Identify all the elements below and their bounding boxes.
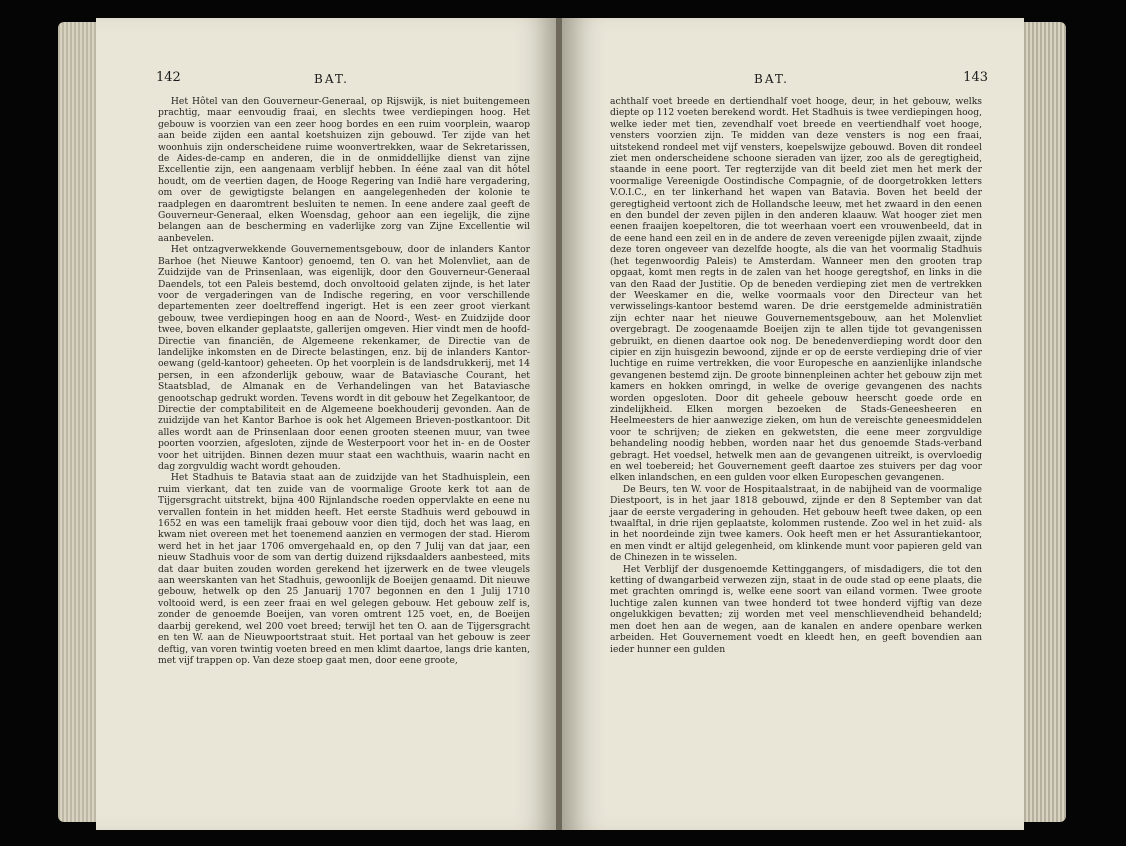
right-page-text: [610, 96, 982, 655]
paragraph: Het Stadhuis te Batavia staat aan de zuidzijde van het Stadhuisplein, een ruim vierkant, dat ten zuide van de voormalige Groote kerk tot aan de Tijgersgracht uitstrekt, bijna 400 Rijnlandsche roeden oppervlakte en eene nu vervallen fontein in het midden heeft. Het eerste Stadhuis werd gebouwd in 1652 en was een tamelijk fraai gebouw voor dien tijd, doch het was laag, en kwam niet overeen met het toenemend aanzien en vermogen der stad. Hierom werd het in het jaar 1706 omvergehaald en, op den 7 Julij van dat jaar, een nieuw Stadhuis voor de som van dertig duizend rijksdaalders aanbesteed, mits dat daar buiten zouden worden gerekend het ijzerwerk en de twee vleugels aan weerskanten van het Stadhuis, gewoonlijk de Boeijen genaamd. Dit nieuwe gebouw, hetwelk op den 25 Januarij 1707 begonnen en den 1 Julij 1710 voltooid werd, is een zeer fraai en wel gelegen gebouw. Het gebouw zelf is, zonder de genoemde Boeijen, van voren omtrent 125 voet, en, de Boeijen daarbij gerekend, wel 200 voet breed; terwijl het ten O. aan de Tijgersgracht en ten W. aan de Nieuwpoortstraat stuit. Het portaal van het gebouw is zeer deftig, van voren twintig voeten breed en men klimt daartoe, langs drie kanten, met vijf trappen op. Van deze stoep gaat men, door eene groote,: [158, 472, 530, 666]
left-page-number: 142: [156, 70, 181, 85]
paragraph: De Beurs, ten W. voor de Hospitaalstraat, in de nabijheid van de voormalige Diestpoort, is in het jaar 1818 gebouwd, zijnde er den 8 September van dat jaar de eerste vergadering in gehouden. Het gebouw heeft twee daken, op een twaalftal, in drie rijen geplaatste, kolommen rustende. Zoo wel in het zuid- als in het noordeinde zijn twee kamers. Ook heeft men er het Assurantiekantoor, en men vindt er altijd gelegenheid, om klinkende munt voor papieren geld van de Chinezen in te wisselen.: [610, 483, 982, 564]
right-running-header: BAT.: [754, 72, 789, 86]
left-page-edges: [58, 22, 98, 822]
open-book: [58, 18, 1066, 830]
right-page: [562, 18, 1024, 830]
paragraph: Het Hôtel van den Gouverneur-Generaal, op Rijswijk, is niet buitengemeen prachtig, maar eenvoudig fraai, en slechts twee verdiepingen hoog. Het gebouw is voorzien van een zeer hoog bordes en een ruim voorplein, waarop aan beide zijden een aantal koetshuizen zijn gebouwd. Ter zijde van het woonhuis zijn onderscheidene ruime woonvertrekken, waar de Sekretarissen, de Aides-de-camp en anderen, die in de onmiddellijke dienst van zijne Excellentie zijn, een aangenaam verblijf hebben. In ééne zaal van dit hôtel houdt, om de veertien dagen, de Hooge Regering van Indië hare vergadering, om over de gewigtigste belangen en aangelegenheden der kolonie te raadplegen en daaromtrent besluiten te nemen. In eene andere zaal geeft de Gouverneur-Generaal, elken Woensdag, gehoor aan een iegelijk, die zijne belangen aan de bescherming en vaderlijke zorg van Zijne Excellentie wil aanbevelen.: [158, 96, 530, 244]
paragraph: Het ontzagverwekkende Gouvernementsgebouw, door de inlanders Kantor Barhoe (het Nieuwe Kantoor) genoemd, ten O. van het Molenvliet, aan de Zuidzijde van de Prinsenlaan, was eigenlijk, door den Gouverneur-Generaal Daendels, tot een Paleis bestemd, doch onvoltooid gelaten zijnde, is het later voor de vergaderingen van de Indische regering, en voor verschillende departementen zeer doeltreffend ingerigt. Het is een zeer groot vierkant gebouw, twee verdiepingen hoog en aan de Noord-, West- en Zuidzijde door twee, boven elkander geplaatste, gallerijen omgeven. Hier vindt men de hoofd-Directie van financiën, de Algemeene rekenkamer, de Directie van de landelijke inkomsten en de Directe belastingen, enz. bij de inlanders Kantor-oewang (geld-kantoor) geheeten. Op het voorplein is de landsdrukkerij, met 14 persen, in een afzonderlijk gebouw, waar de Bataviasche Courant, het Staatsblad, de Almanak en de Verhandelingen van het Bataviasche genootschap gedrukt worden. Tevens wordt in dit gebouw het Zegelkantoor, de Directie der comptabiliteit en de Algemeene boekhouderij gevonden. Aan de zuidzijde van het Kantor Barhoe is ook het Algemeen Brieven-postkantoor. Dit alles wordt aan de Prinsenlaan door eenen grooten steenen muur, van twee poorten voorzien, afgesloten, zijnde de Westerpoort voor het in- en de Ooster voor het uitrijden. Binnen dezen muur staat een wachthuis, waarin nacht en dag zorgvuldig wacht wordt gehouden.: [158, 244, 530, 472]
paragraph: achthalf voet breede en dertiendhalf voet hooge, deur, in het gebouw, welks diepte op 112 voeten berekend wordt. Het Stadhuis is twee verdiepingen hoog, welke ieder met tien, zevendhalf voet breede en veertiendhalf voet hooge, vensters voorzien zijn. Te midden van deze vensters is nog een fraai, uitstekend rondeel met vijf vensters, koepelswijze gebouwd. Boven dit rondeel ziet men onderscheidene schoone sieraden van ijzer, zoo als de geregtigheid, staande in eene poort. Ter regterzijde van dit beeld ziet men het merk der voormalige Vereenigde Oostindische Compagnie, of de doorgetrokken letters V.O.I.C., en ter linkerhand het wapen van Batavia. Boven het beeld der geregtigheid vertoont zich de Hollandsche leeuw, met het zwaard in den eenen en den bundel der zeven pijlen in den anderen klaauw. Wat hooger ziet men eenen fraaijen koepeltoren, die tot weerhaan voert een vrouwenbeeld, dat in de eene hand een zeil en in de andere de zeven vereenigde pijlen zwaait, zijnde deze toren ongeveer van dezelfde hoogte, als die van het voormalig Stadhuis (het tegenwoordig Paleis) te Amsterdam. Wanneer men den grooten trap opgaat, komt men regts in de zalen van het hooge geregtshof, en links in die van den Raad der Justitie. Op de beneden verdieping ziet men de vertrekken der Weeskamer en die, welke voormaals voor den Directeur van het verwisselings-kantoor bestemd waren. De drie eerstgemelde administratiën zijn echter naar het nieuwe Gouvernementsgebouw, aan het Molenvliet overgebragt. De zoogenaamde Boeijen zijn te allen tijde tot gevangenissen gebruikt, en dienen daartoe ook nog. De benedenverdieping wordt door den cipier en zijn huisgezin bewoond, zijnde er op de eerste verdieping drie of vier luchtige en ruime vertrekken, die voor Europesche en aanzienlijke inlandsche gevangenen bestemd zijn. De groote binnenpleinen achter het gebouw zijn met kamers en hokken omringd, in welke de overige gevangenen des nachts worden opgesloten. Door dit geheele gebouw heerscht goede orde en zindelijkheid. Elken morgen bezoeken de Stads-Geneesheeren en Heelmeesters de hier aanwezige zieken, om hun de vereischte geneesmiddelen voor te schrijven; de zieken en gekwetsten, die eene meer zorgvuldige behandeling noodig hebben, worden naar het dus genoemde Stads-verband gebragt. Het voedsel, hetwelk men aan de gevangenen uitreikt, is overvloedig en wel toebereid; het Gouvernement geeft daartoe zes stuivers per dag voor elken inlandschen, en een gulden voor elken Europeschen gevangenen.: [610, 96, 982, 484]
right-page-edges: [1022, 22, 1066, 822]
left-running-header: BAT.: [314, 72, 349, 86]
right-page-number: 143: [963, 70, 988, 85]
paragraph: Het Verblijf der dusgenoemde Kettinggangers, of misdadigers, die tot den ketting of dwangarbeid verwezen zijn, staat in de oude stad op eene plaats, die met grachten omringd is, welke eene soort van eiland vormen. Twee groote luchtige zalen kunnen van twee honderd tot twee honderd vijftig van deze ongelukkigen bevatten; zij worden met veel menschlievendheid behandeld; men doet hen aan de wegen, aan de kanalen en andere openbare werken arbeiden. Het Gouvernement voedt en kleedt hen, en geeft bovendien aan ieder hunner een gulden: [610, 563, 982, 655]
left-page: [96, 18, 558, 830]
left-page-text: [158, 96, 530, 666]
